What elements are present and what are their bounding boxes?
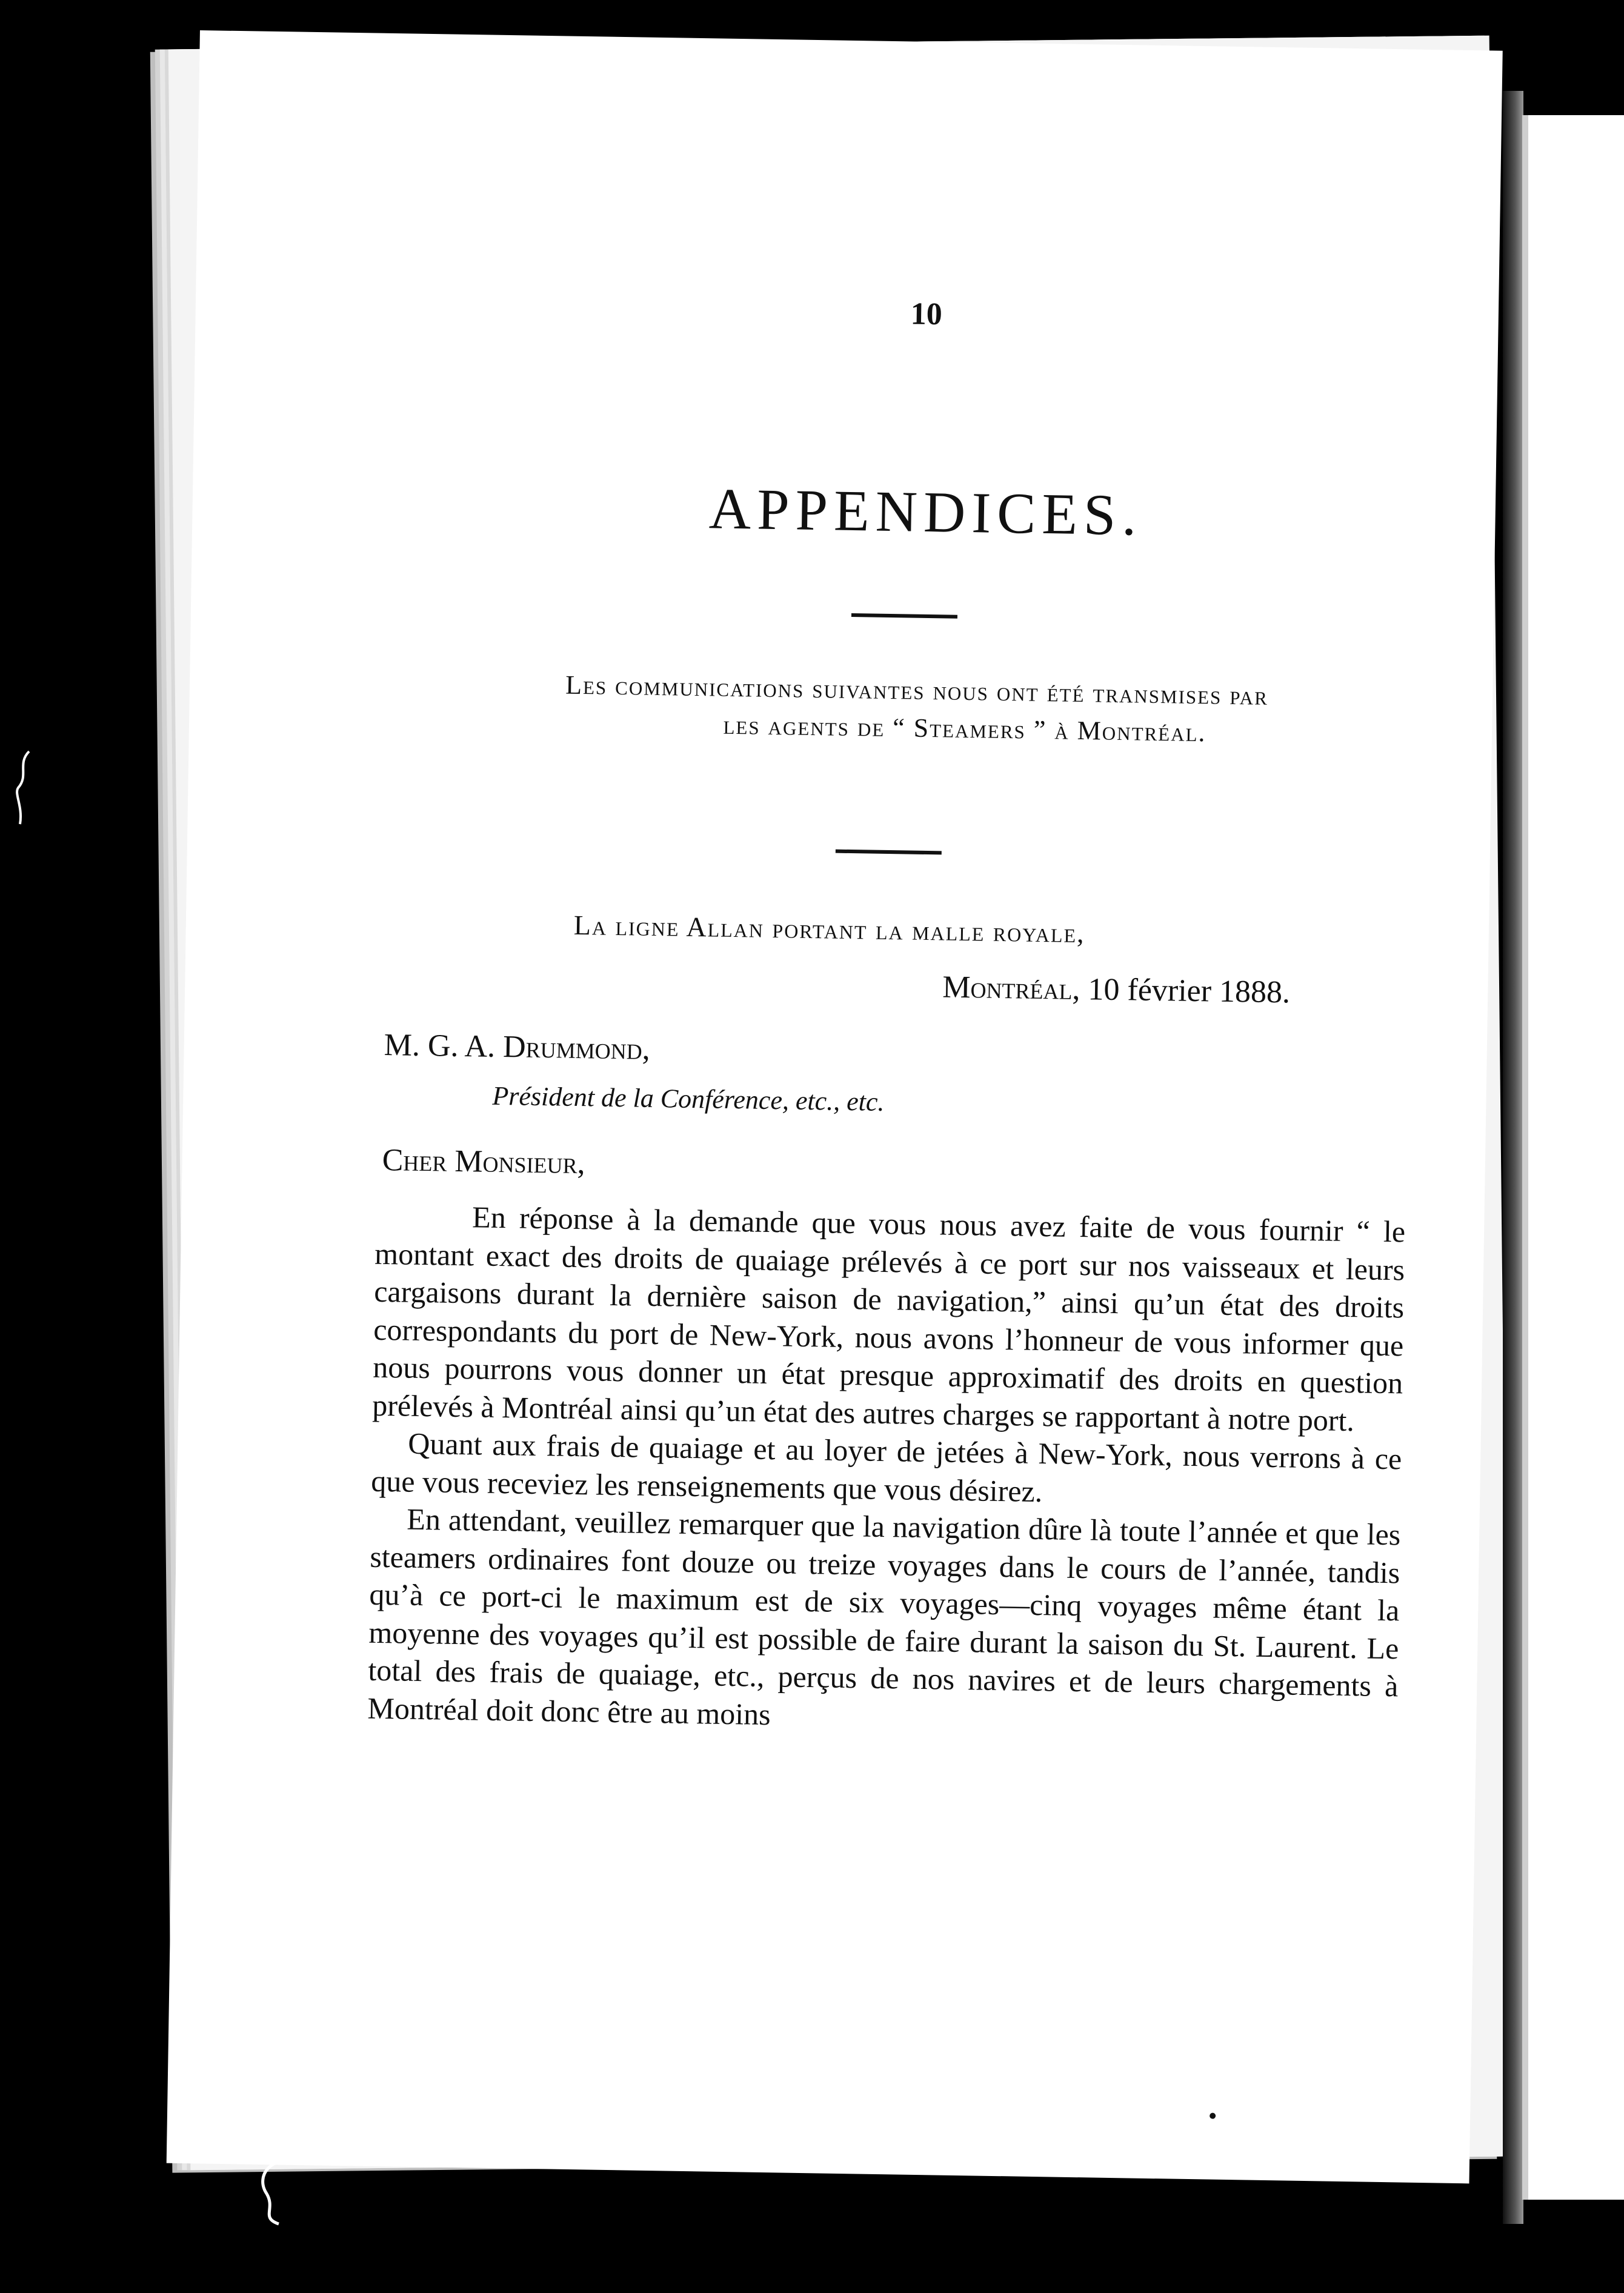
divider-rule bbox=[851, 613, 957, 619]
ink-speck bbox=[1210, 2113, 1216, 2119]
document-page bbox=[167, 30, 1503, 2183]
scan-mark bbox=[248, 2151, 315, 2230]
dateline-place: Montréal, bbox=[942, 970, 1080, 1007]
dateline-date: 10 février 1888. bbox=[1080, 972, 1291, 1010]
body-paragraph: En réponse à la demande que vous nous avez faite de vous fournir “ le montant exact des droits de quaiage prélevés à ce port sur nos vaisseaux et leurs cargaisons durant la dernière saison de navigation,” ainsi qu’un état des droits correspondants du port de New-York, nous avons l’honneur de vous informer que nous pourrons vous donner un état presque approximatif des droits en question prélevés à Montréal ainsi qu’un état des autres charges se rapportant à notre port. bbox=[371, 1200, 1406, 1437]
recipient-title: Président de la Conférence, etc., etc. bbox=[492, 1080, 885, 1117]
body-paragraph: Quant aux frais de quaiage et au loyer de jetées à New-York, nous verrons à ce que vous receviez les renseignements que vous désirez. bbox=[371, 1426, 1402, 1508]
recipient-name: Drummond, bbox=[502, 1030, 651, 1067]
letter-salutation: Cher Monsieur, bbox=[382, 1142, 586, 1181]
intro-text bbox=[444, 664, 1390, 754]
book-gutter bbox=[1503, 91, 1523, 2224]
body-paragraph: En attendant, veuillez remarquer que la navigation dûre là toute l’année et que les steamers ordinaires font douze ou treize voyages dans le cours de l’année, tandis qu’à ce port-ci le maximum est de six voyages—cinq voyages même étant la moyenne des voyages qu’il est possible de faire durant la saison du St. Laurent. Le total des frais de quaiage, etc., perçus de nos navires et de leurs chargements à Montréal doit donc être au moins bbox=[367, 1502, 1401, 1731]
facing-page bbox=[1522, 115, 1624, 2200]
intro-line-1: Les communications suivantes nous ont été transmises par bbox=[565, 670, 1269, 711]
letter-dateline bbox=[942, 969, 1291, 1010]
letter-body bbox=[367, 1197, 1406, 1743]
page-title: APPENDICES. bbox=[708, 476, 1143, 548]
letter-heading: La ligne Allan portant la malle royale, bbox=[573, 909, 1086, 949]
divider-rule bbox=[836, 850, 942, 855]
letter-recipient bbox=[384, 1027, 650, 1067]
scan-mark bbox=[11, 745, 35, 830]
intro-line-2: les agents de “ Steamers ” à Montréal. bbox=[723, 710, 1206, 748]
recipient-prefix: M. G. A. bbox=[384, 1027, 504, 1065]
page-number: 10 bbox=[910, 296, 943, 332]
